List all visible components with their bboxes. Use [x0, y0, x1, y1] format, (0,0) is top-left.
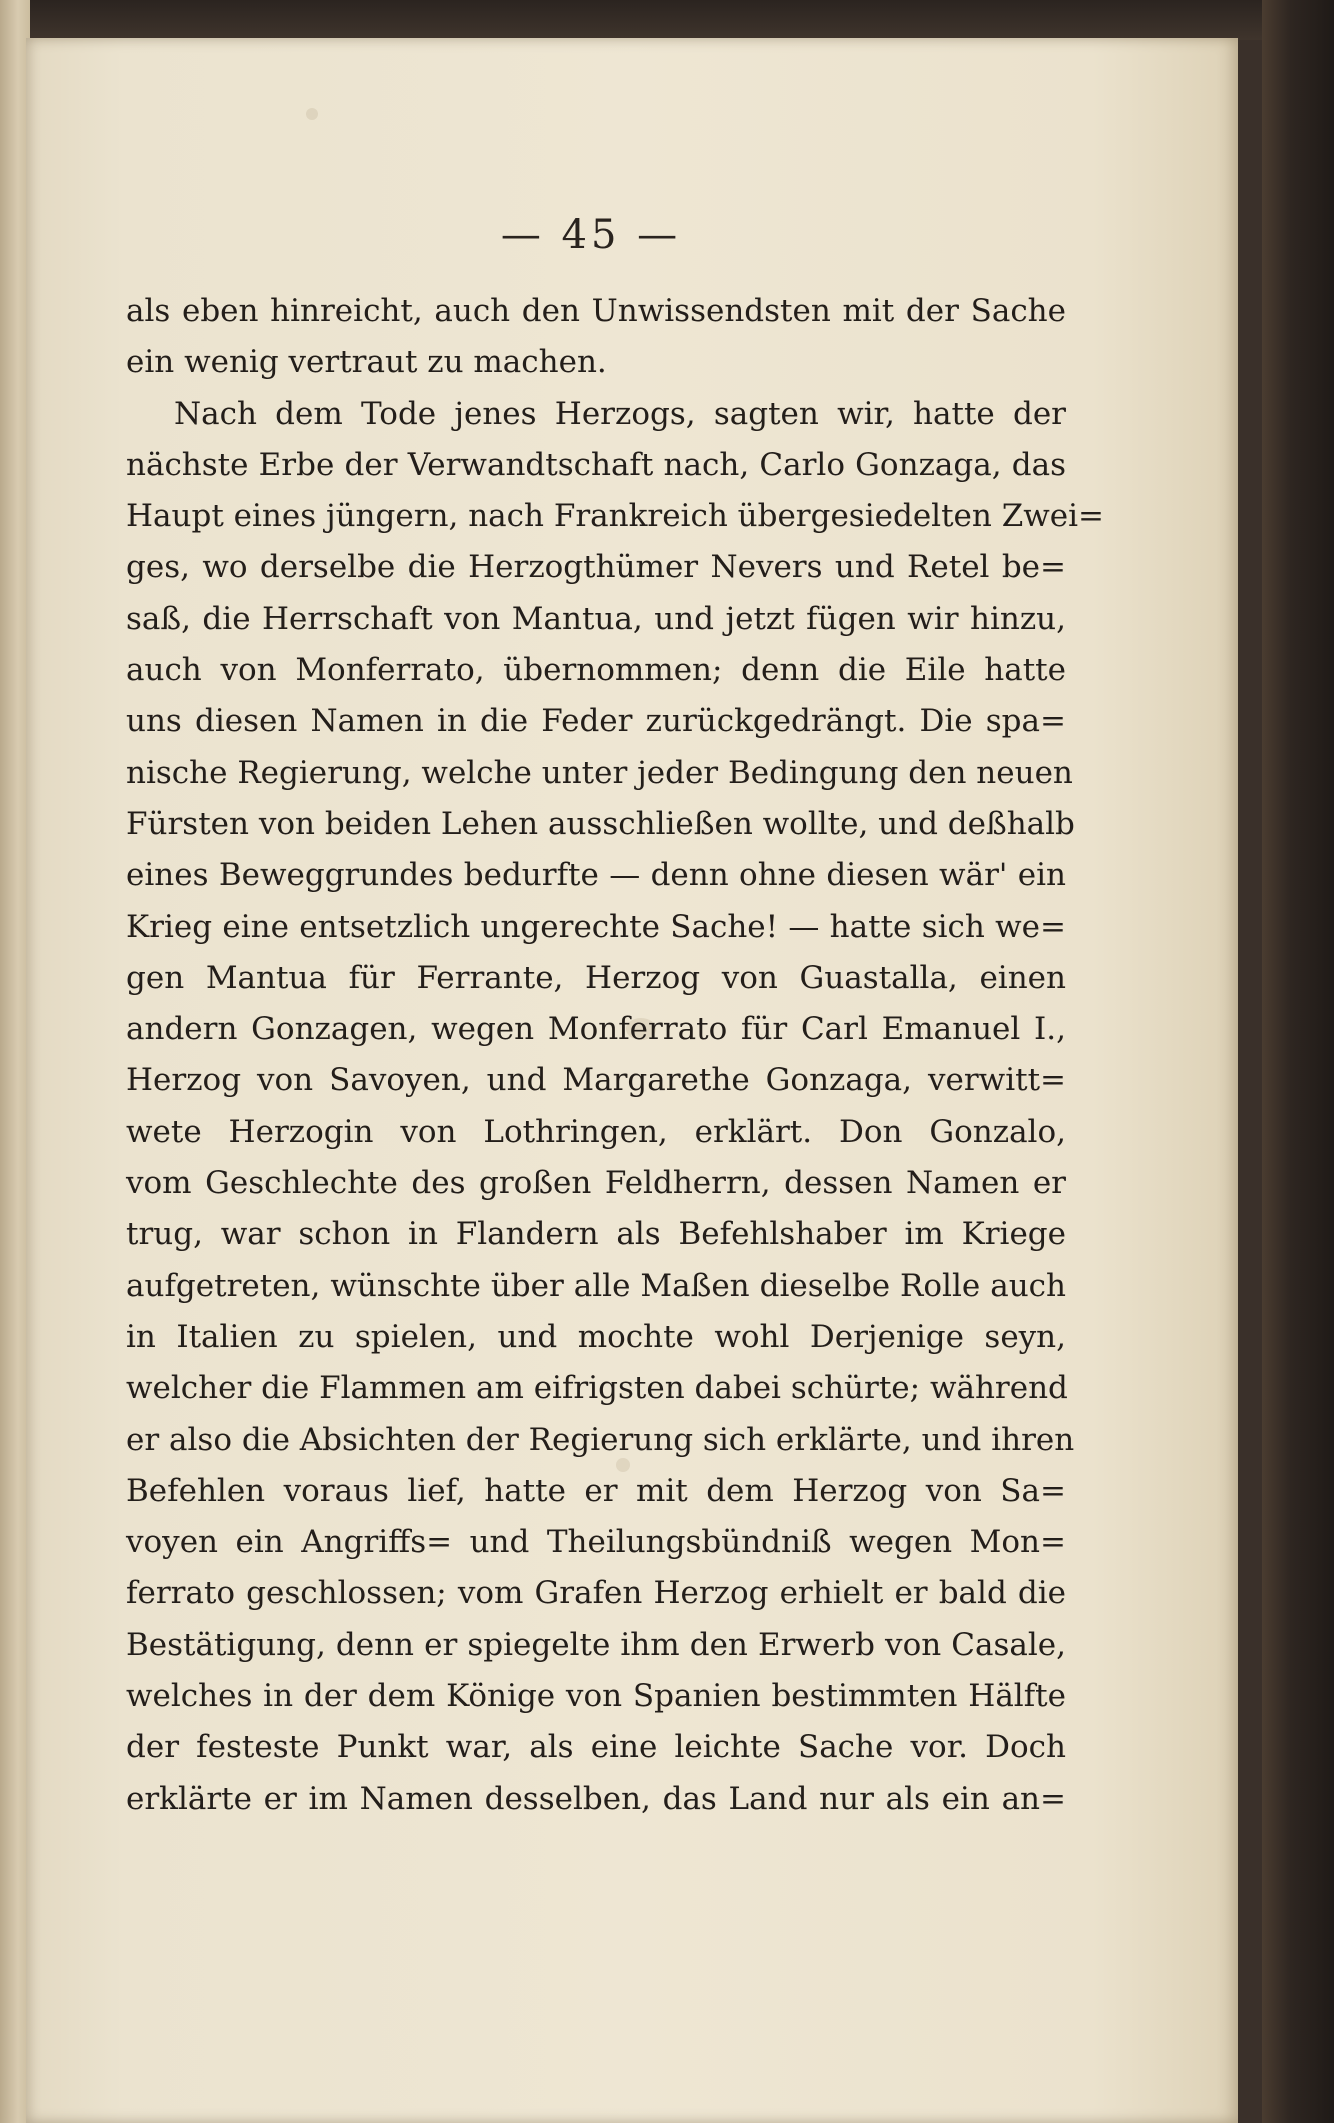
text-line: nächste Erbe der Verwandtschaft nach, Carlo Gonzaga, das [126, 446, 1066, 483]
text-line: wete Herzogin von Lothringen, erklärt. Don Gonzalo, [126, 1113, 1066, 1150]
text-line: auch von Monferrato, übernommen; denn die Eile hatte [126, 652, 1066, 689]
book-top-edge [0, 0, 1334, 40]
text-line: Bestätigung, denn er spiegelte ihm den Erwerb von Casale, [126, 1626, 1066, 1663]
text-line: Befehlen voraus lief, hatte er mit dem Herzog von Sa= [126, 1472, 1066, 1509]
text-line: der festeste Punkt war, als eine leichte Sache vor. Doch [126, 1729, 1066, 1766]
book-cover-edge [1262, 0, 1334, 2123]
text-line: er also die Absichten der Regierung sich erklärte, und ihren [126, 1421, 1075, 1458]
text-line: gen Mantua für Ferrante, Herzog von Guastalla, einen [126, 959, 1066, 996]
text-line: ferrato geschlossen; vom Grafen Herzog erhielt er bald die [126, 1575, 1066, 1612]
text-line: ein wenig vertraut zu machen. [126, 344, 607, 381]
text-line: in Italien zu spielen, und mochte wohl Derjenige seyn, [126, 1318, 1066, 1355]
text-line: Haupt eines jüngern, nach Frankreich übergesiedelten Zwei= [126, 498, 1105, 535]
text-line: voyen ein Angriffs= und Theilungsbündniß wegen Mon= [126, 1524, 1066, 1561]
text-line: erklärte er im Namen desselben, das Land nur als ein an= [126, 1780, 1066, 1817]
text-line: nische Regierung, welche unter jeder Bedingung den neuen [126, 754, 1073, 791]
body-text [126, 286, 1105, 1825]
page-sheet [26, 38, 1238, 2123]
text-line: saß, die Herrschaft von Mantua, und jetzt fügen wir hinzu, [126, 600, 1066, 637]
text-line: Nach dem Tode jenes Herzogs, sagten wir, hatte der [174, 395, 1066, 432]
text-line: ges, wo derselbe die Herzogthümer Nevers und Retel be= [126, 549, 1066, 586]
page-number: — 45 — [500, 212, 682, 258]
text-line: uns diesen Namen in die Feder zurückgedrängt. Die spa= [126, 703, 1066, 740]
text-line: Fürsten von beiden Lehen ausschließen wollte, und deßhalb [126, 805, 1075, 842]
text-line: Krieg eine entsetzlich ungerechte Sache! — hatte sich we= [126, 908, 1066, 945]
text-line: als eben hinreicht, auch den Unwissendsten mit der Sache [126, 293, 1066, 329]
text-line: eines Beweggrundes bedurfte — denn ohne diesen wär' ein [126, 857, 1066, 894]
text-line: Herzog von Savoyen, und Margarethe Gonzaga, verwitt= [126, 1062, 1066, 1099]
text-line: welches in der dem Könige von Spanien bestimmten Hälfte [126, 1678, 1066, 1715]
text-line: andern Gonzagen, wegen Monferrato für Carl Emanuel I., [126, 1011, 1066, 1048]
paper-stain [306, 108, 318, 120]
text-line: welcher die Flammen am eifrigsten dabei schürte; während [126, 1370, 1068, 1407]
text-line: vom Geschlechte des großen Feldherrn, dessen Namen er [126, 1165, 1066, 1202]
text-line: aufgetreten, wünschte über alle Maßen dieselbe Rolle auch [126, 1267, 1066, 1304]
text-line: trug, war schon in Flandern als Befehlshaber im Kriege [126, 1216, 1066, 1253]
